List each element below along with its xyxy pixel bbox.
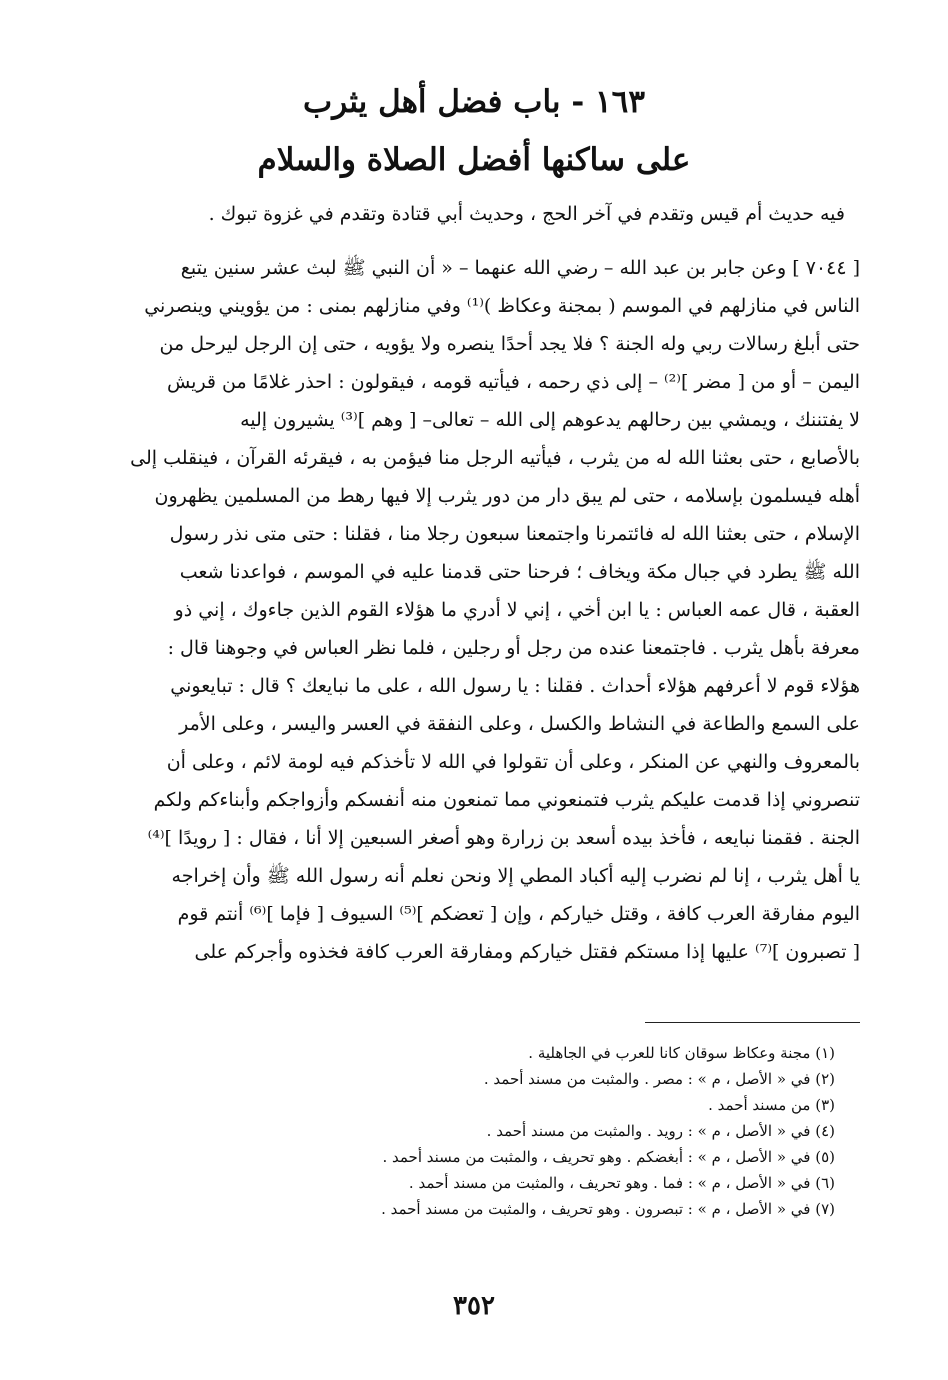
body-line: العقبة ، قال عمه العباس : يا ابن أخي ، إني لا أدري ما هؤلاء القوم الذين جاءوك ، إني ذو	[174, 599, 860, 621]
footnote-7: (٧) في « الأصل ، م » : تبصرون . وهو تحريف ، والمثبت من مسند أحمد .	[381, 1200, 835, 1218]
footnote-divider	[645, 1022, 860, 1023]
body-line: حتى أبلغ رسالات ربي وله الجنة ؟ فلا يجد أحدًا ينصره ولا يؤويه ، حتى إن الرجل ليرحل من	[159, 333, 860, 355]
chapter-title-line-2: على ساكنها أفضل الصلاة والسلام	[257, 142, 691, 178]
body-line: بالمعروف والنهي عن المنكر ، وعلى أن تقولوا في الله لا تأخذكم فيه لومة لائم ، وعلى أن	[166, 751, 860, 773]
body-line: معرفة بأهل يثرب . فاجتمعنا عنده من رجل أو رجلين ، فلما نظر العباس في وجوهنا قال :	[167, 637, 860, 659]
footnote-1: (١) مجنة وعكاظ سوقان كانا للعرب في الجاهلية .	[528, 1044, 835, 1062]
chapter-intro: فيه حديث أم قيس وتقدم في آخر الحج ، وحديث أبي قتادة وتقدم في غزوة تبوك .	[208, 203, 845, 225]
body-line: الناس في منازلهم في الموسم ( بمجنة وعكاظ )⁽¹⁾ وفي منازلهم بمنى : من يؤويني وينصرني	[144, 295, 860, 317]
body-line: [ تصبرون ]⁽⁷⁾ عليها إذا مستكم فقتل خياركم ومفارقة العرب كافة فخذوه وأجركم على	[194, 941, 860, 963]
body-line: هؤلاء قوم لا أعرفهم هؤلاء أحداث . فقلنا : يا رسول الله ، على ما نبايعك ؟ قال : تبايعوني	[170, 675, 860, 697]
body-line: على السمع والطاعة في النشاط والكسل ، وعلى النفقة في العسر واليسر ، وعلى الأمر	[179, 713, 860, 735]
footnote-3: (٣) من مسند أحمد .	[708, 1096, 835, 1114]
body-line: يا أهل يثرب ، إنا لم نضرب إليه أكباد المطي إلا ونحن نعلم أنه رسول الله ﷺ وأن إخراجه	[171, 865, 860, 887]
footnote-5: (٥) في « الأصل ، م » : أبغضكم . وهو تحريف ، والمثبت من مسند أحمد .	[382, 1148, 835, 1166]
footnote-2: (٢) في « الأصل ، م » : مصر . والمثبت من مسند أحمد .	[483, 1070, 835, 1088]
body-line: الإسلام ، حتى بعثنا الله له فائتمرنا واجتمعنا سبعون رجلا منا ، فقلنا : حتى متى نذر رسول	[169, 523, 860, 545]
chapter-title-line-1: ١٦٣ - باب فضل أهل يثرب	[303, 84, 645, 120]
body-line: أهله فيسلمون بإسلامه ، حتى لم يبق دار من دور يثرب إلا فيها رهط من المسلمين يظهرون	[154, 485, 860, 507]
body-line: لا يفتننك ، ويمشي بين رحالهم يدعوهم إلى الله – تعالى– [ وهم ]⁽³⁾ يشيرون إليه	[240, 409, 860, 431]
page-number: ٣٥٢	[453, 1291, 495, 1321]
body-line: بالأصابع ، حتى بعثنا الله له من يثرب ، فيأتيه الرجل منا فيؤمن به ، فيقرئه القرآن ، فينقلب إلى	[130, 447, 860, 469]
body-line: [ ٧٠٤٤ ] وعن جابر بن عبد الله – رضي الله عنهما – « أن النبي ﷺ لبث عشر سنين يتبع	[180, 257, 860, 279]
body-line: تنصروني إذا قدمت عليكم يثرب فتمنعوني مما تمنعون منه أنفسكم وأزواجكم وأبناءكم ولكم	[153, 789, 860, 811]
body-line: الجنة . فقمنا نبايعه ، فأخذ بيده أسعد بن زرارة وهو أصغر السبعين إلا أنا ، فقال : [ رويدًا ]⁽⁴⁾	[147, 827, 860, 849]
footnote-4: (٤) في « الأصل ، م » : رويد . والمثبت من مسند أحمد .	[486, 1122, 835, 1140]
body-line: اليمن – أو من [ مضر ]⁽²⁾ – إلى ذي رحمه ، فيأتيه قومه ، فيقولون : احذر غلامًا من قريش	[166, 371, 860, 393]
body-line: اليوم مفارقة العرب كافة ، وقتل خياركم ، وإن [ تعضكم ]⁽⁵⁾ السيوف [ فإما ]⁽⁶⁾ أنتم قوم	[177, 903, 860, 925]
body-line: الله ﷺ يطرد في جبال مكة ويخاف ؛ فرحنا حتى قدمنا عليه في الموسم ، فواعدنا شعب	[179, 561, 860, 583]
footnote-6: (٦) في « الأصل ، م » : فما . وهو تحريف ، والمثبت من مسند أحمد .	[408, 1174, 835, 1192]
